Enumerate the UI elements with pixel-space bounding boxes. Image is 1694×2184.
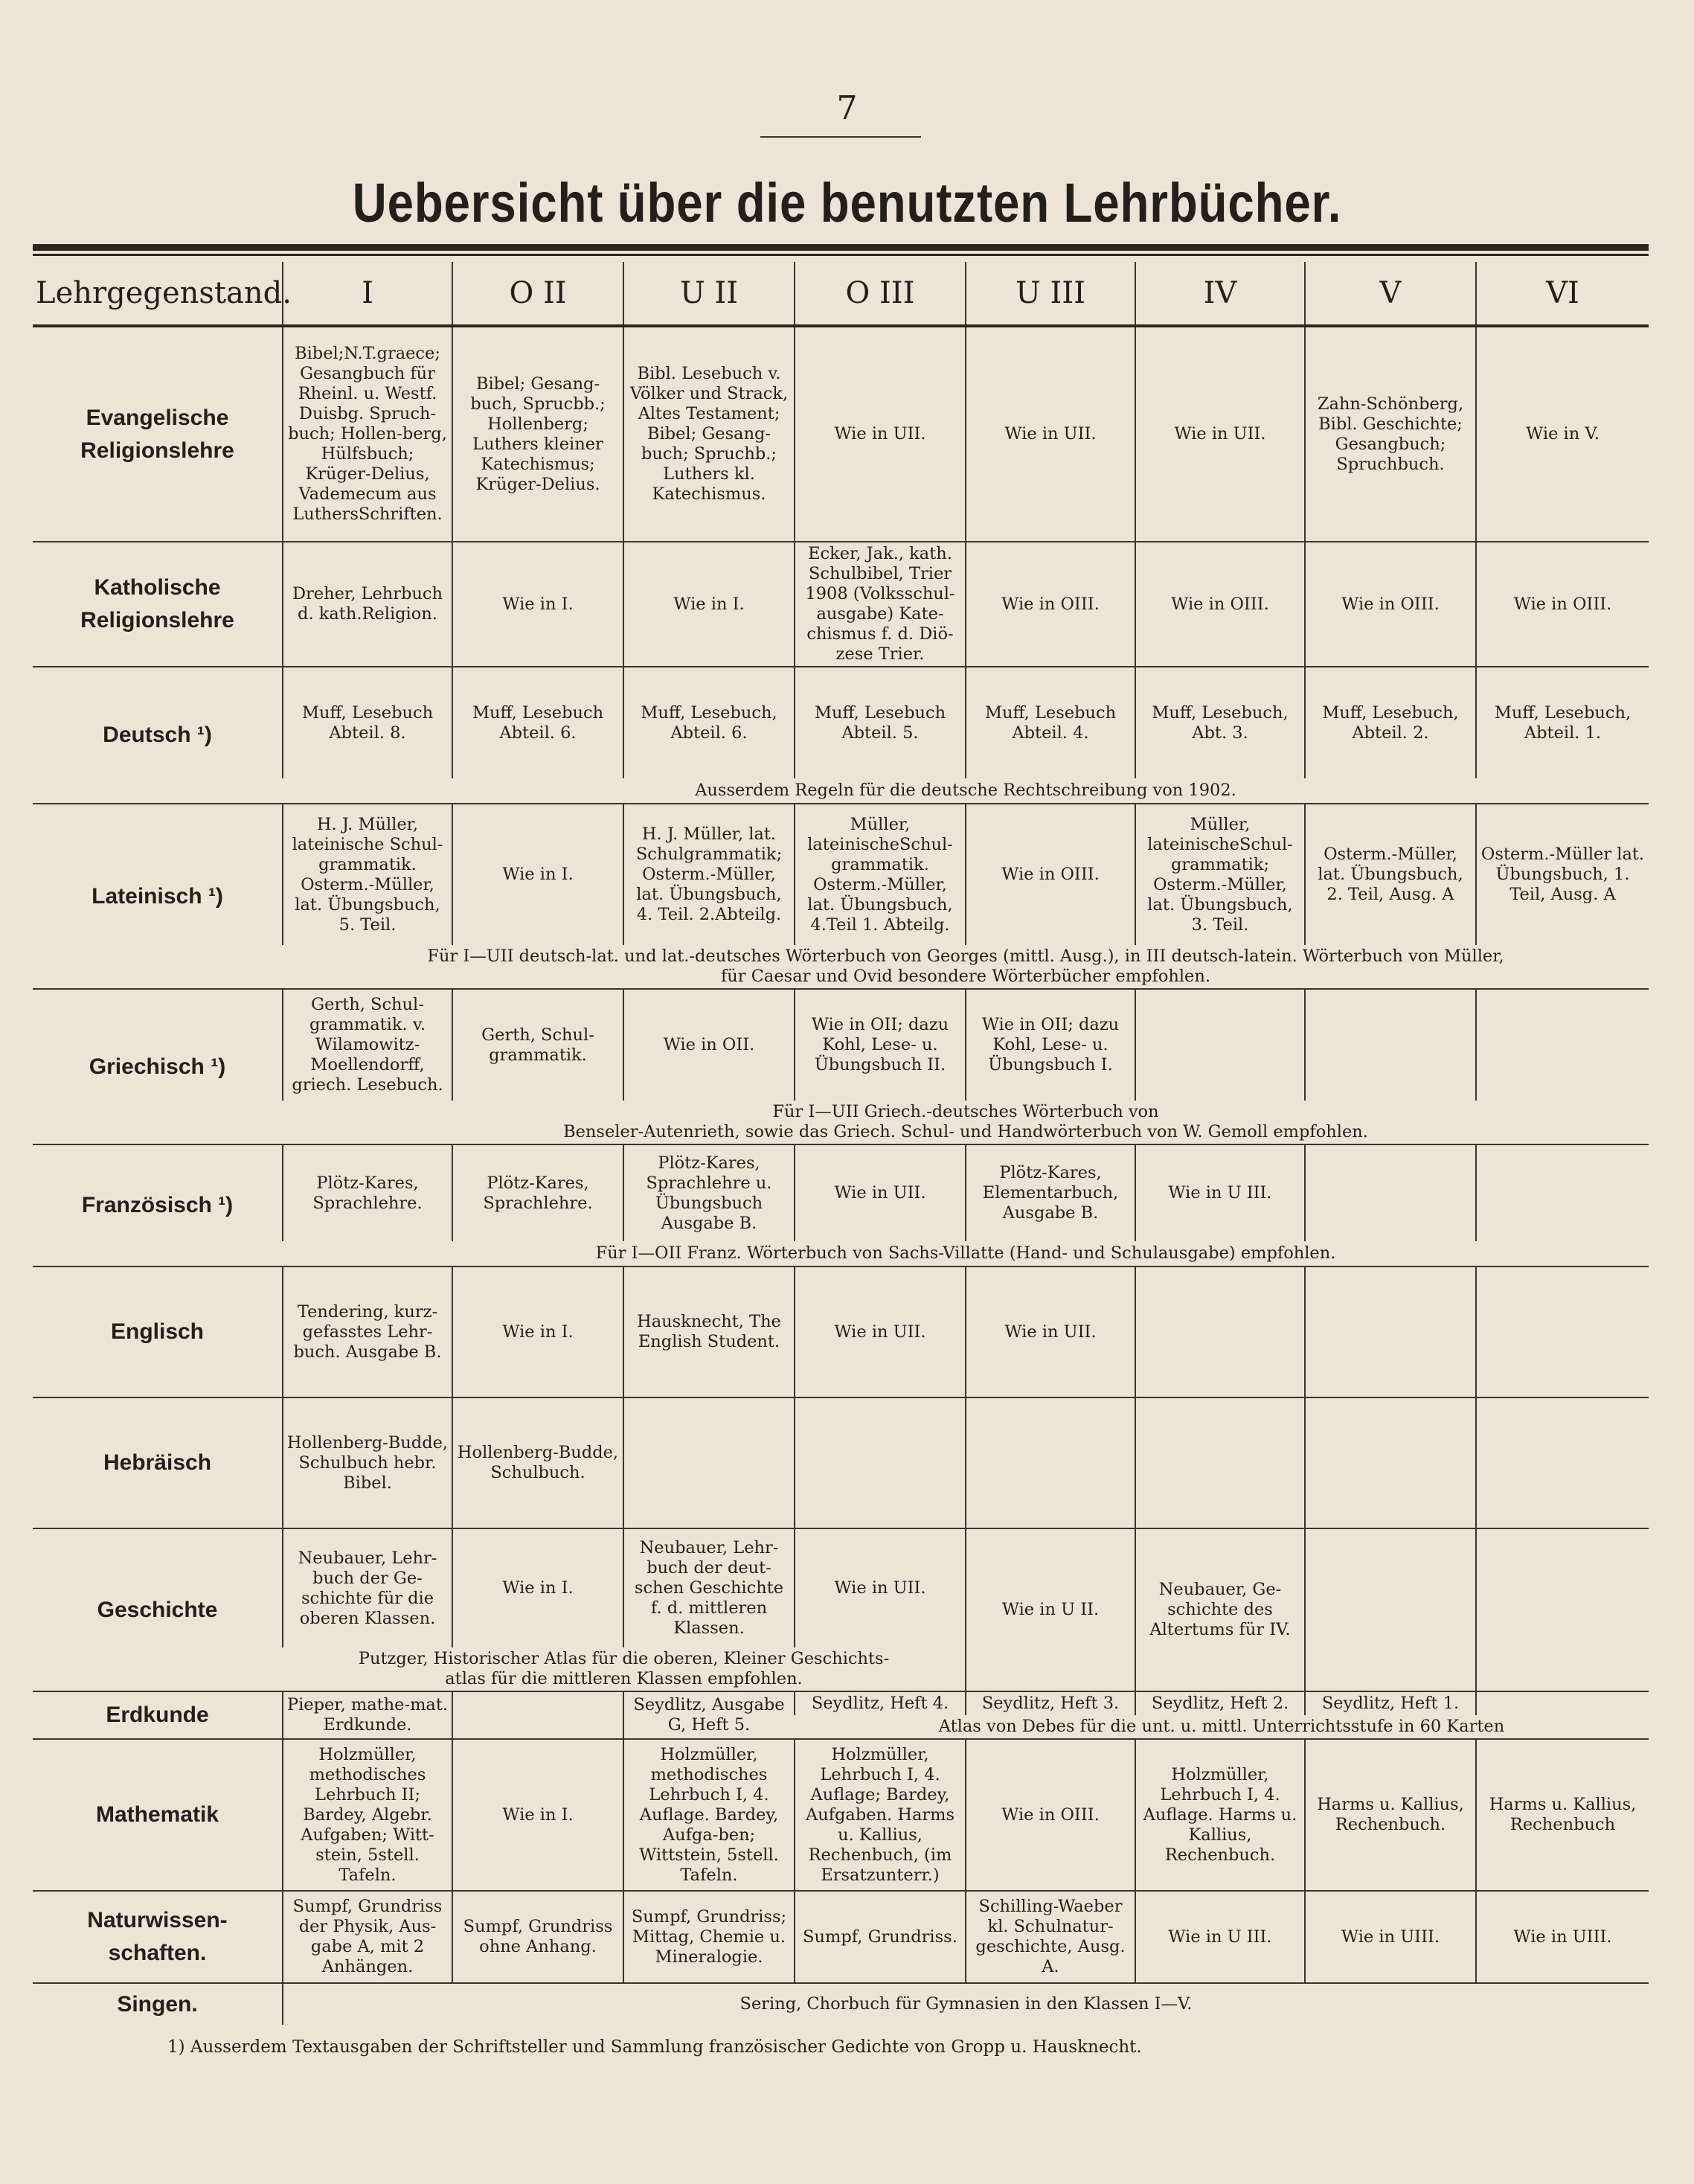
table-cell: H. J. Müller, lat. Schulgrammatik; Osterm.-Müller, lat. Übungsbuch, 4. Teil. 2.Abteilg. [623, 804, 795, 945]
table-cell: Pieper, mathe-mat. Erdkunde. [283, 1691, 452, 1739]
header-class-uiii: U III [966, 262, 1135, 326]
table-cell: Plötz-Kares, Sprachlehre. [452, 1144, 623, 1241]
table-cell [966, 1397, 1135, 1528]
table-cell: Wie in OIII. [966, 542, 1135, 667]
subject-cell: Hebräisch [33, 1397, 283, 1528]
row-note: Putzger, Historischer Atlas für die oberen, Kleiner Geschichts- atlas für die mittleren Klassen empfohlen. [358, 1649, 890, 1688]
table-cell [1135, 1397, 1305, 1528]
row-note: Ausserdem Regeln für die deutsche Rechtschreibung von 1902. [695, 781, 1236, 800]
table-cell: Osterm.-Müller, lat. Übungsbuch, 2. Teil, Ausg. A [1305, 804, 1476, 945]
table-cell: Bibl. Lesebuch v. Völker und Strack, Altes Testament; Bibel; Gesang-buch; Spruchb.; Luthers kl. Katechismus. [623, 326, 795, 542]
table-cell: Plötz-Kares, Sprachlehre u. Übungsbuch Ausgabe B. [623, 1144, 795, 1241]
table-cell: Muff, Lesebuch, Abteil. 1. [1476, 667, 1649, 778]
table-row [33, 1891, 1649, 1983]
table-cell: Hausknecht, The English Student. [623, 1266, 795, 1397]
table-cell: Neubauer, Ge-schichte des Altertums für IV. [1135, 1528, 1305, 1691]
table-cell: Sumpf, Grundriss ohne Anhang. [452, 1891, 623, 1983]
table-cell [1476, 1144, 1649, 1241]
table-cell: Wie in I. [452, 1528, 623, 1647]
subject-cell: Evangelische Religionslehre [80, 405, 234, 463]
table-cell: Gerth, Schul-grammatik. v. Wilamowitz-Moellendorff, griech. Lesebuch. [283, 989, 452, 1101]
table-cell: Wie in I. [623, 542, 795, 667]
table-cell: Muff, Lesebuch Abteil. 6. [452, 667, 623, 778]
table-row [33, 1528, 1649, 1647]
table-cell: Wie in I. [452, 1266, 623, 1397]
table-cell [1305, 1528, 1476, 1691]
table-cell: Neubauer, Lehr-buch der deut-schen Geschichte f. d. mittleren Klassen. [623, 1528, 795, 1647]
table-cell [1476, 1266, 1649, 1397]
table-cell: Holzmüller, methodisches Lehrbuch I, 4. Auflage. Bardey, Aufga-ben; Wittstein, 5stell. Tafeln. [623, 1739, 795, 1891]
header-class-v: V [1305, 262, 1476, 326]
table-cell: Osterm.-Müller lat. Übungsbuch, 1. Teil, Ausg. A [1476, 804, 1649, 945]
subject-cell: Lateinisch ¹) [33, 804, 283, 989]
header-class-oii: O II [452, 262, 623, 326]
table-cell: Muff, Lesebuch, Abteil. 6. [623, 667, 795, 778]
subject-cell: Geschichte [33, 1528, 283, 1691]
table-cell: Wie in UII. [795, 1144, 966, 1241]
table-cell: Wie in UII. [1135, 326, 1305, 542]
table-cell [1135, 1266, 1305, 1397]
table-row [33, 989, 1649, 1101]
table-cell: Wie in OIII. [966, 1739, 1135, 1891]
table-cell [1135, 989, 1305, 1101]
table-cell [1305, 1266, 1476, 1397]
row-note: Für I—UII Griech.-deutsches Wörterbuch von Benseler-Autenrieth, sowie das Griech. Schul- und Handwörterbuch von W. Gemoll empfohlen. [563, 1102, 1368, 1141]
table-cell: Wie in UIII. [1305, 1891, 1476, 1983]
table-cell: Harms u. Kallius, Rechenbuch. [1305, 1739, 1476, 1891]
thick-rule [33, 244, 1649, 251]
table-cell: Wie in OII; dazu Kohl, Lese- u. Übungsbuch I. [966, 989, 1135, 1101]
table-cell: Seydlitz, Heft 4. [795, 1691, 966, 1715]
table-cell: Gerth, Schul-grammatik. [452, 989, 623, 1101]
table-cell: Wie in U III. [1135, 1144, 1305, 1241]
table-cell: Wie in OIII. [1135, 542, 1305, 667]
table-cell [1305, 1397, 1476, 1528]
table-cell: Sumpf, Grundriss. [795, 1891, 966, 1983]
row-note: Für I—UII deutsch-lat. und lat.-deutsches Wörterbuch von Georges (mittl. Ausg.), in III deutsch-latein. Wörterbuch von Müller, für Caesar und Ovid besondere Wörterbücher empfohlen. [427, 947, 1504, 986]
table-cell: Wie in UIII. [1476, 1891, 1649, 1983]
table-row [33, 542, 1649, 667]
page-number-rule [760, 136, 921, 138]
table-cell: Wie in I. [452, 542, 623, 667]
table-cell: Wie in UII. [795, 326, 966, 542]
subject-cell: Singen. [33, 1983, 283, 2025]
subject-cell: Griechisch ¹) [33, 989, 283, 1144]
table-cell: Wie in UII. [795, 1528, 966, 1647]
table-cell: Plötz-Kares, Sprachlehre. [283, 1144, 452, 1241]
table-cell: Muff, Lesebuch Abteil. 4. [966, 667, 1135, 778]
table-cell: Muff, Lesebuch Abteil. 5. [795, 667, 966, 778]
table-cell: Holzmüller, Lehrbuch I, 4. Auflage. Harms u. Kallius, Rechenbuch. [1135, 1739, 1305, 1891]
table-cell: Muff, Lesebuch, Abteil. 2. [1305, 667, 1476, 778]
header-class-i: I [283, 262, 452, 326]
table-cell: Wie in OII; dazu Kohl, Lese- u. Übungsbuch II. [795, 989, 966, 1101]
table-cell: Wie in I. [452, 1739, 623, 1891]
table-cell: Dreher, Lehrbuch d. kath.Religion. [283, 542, 452, 667]
table-cell: Wie in UII. [966, 1266, 1135, 1397]
table-cell: Wie in I. [452, 804, 623, 945]
table-cell: Sumpf, Grundriss der Physik, Aus-gabe A, mit 2 Anhängen. [283, 1891, 452, 1983]
subject-cell: Englisch [33, 1266, 283, 1397]
subject-cell: Französisch ¹) [33, 1144, 283, 1266]
footnote: 1) Ausserdem Textausgaben der Schriftsteller und Sammlung französischer Gedichte von Gropp u. Hausknecht. [167, 2037, 1142, 2057]
table-cell: Seydlitz, Heft 1. [1305, 1691, 1476, 1715]
header-subject: Lehrgegenstand. [33, 262, 283, 326]
table-cell: Wie in OII. [623, 989, 795, 1101]
table-cell: Wie in OIII. [1305, 542, 1476, 667]
table-cell [1476, 1528, 1649, 1691]
header-class-vi: VI [1476, 262, 1649, 326]
header-class-iv: IV [1135, 262, 1305, 326]
table-cell: Tendering, kurz-gefasstes Lehr-buch. Ausgabe B. [283, 1266, 452, 1397]
table-row [33, 326, 1649, 542]
subject-cell: Mathematik [33, 1739, 283, 1891]
row-note: Sering, Chorbuch für Gymnasien in den Klassen I—V. [283, 1983, 1649, 2025]
table-cell: Wie in UII. [966, 326, 1135, 542]
table-row [33, 1397, 1649, 1528]
table-cell: Wie in V. [1476, 326, 1649, 542]
textbook-table [33, 262, 1649, 2025]
table-cell: Muff, Lesebuch, Abt. 3. [1135, 667, 1305, 778]
table-cell: Bibel;N.T.graece; Gesangbuch für Rheinl. u. Westf. Duisbg. Spruch-buch; Hollen-berg, Hülfsbuch; Krüger-Delius, Vademecum aus LuthersSchriften. [283, 326, 452, 542]
page-number: 7 [836, 89, 858, 127]
subject-cell: Deutsch ¹) [33, 667, 283, 804]
table-row [33, 1739, 1649, 1891]
table-cell: Müller, lateinischeSchul-grammatik. Osterm.-Müller, lat. Übungsbuch, 4.Teil 1. Abteilg. [795, 804, 966, 945]
table-cell [1305, 1144, 1476, 1241]
subject-cell: Erdkunde [33, 1691, 283, 1739]
header-row [33, 262, 1649, 326]
table-cell: Schilling-Waeber kl. Schulnatur-geschichte, Ausg. A. [966, 1891, 1135, 1983]
table-row [33, 804, 1649, 945]
table-cell [1476, 1397, 1649, 1528]
table-cell: Wie in OIII. [1476, 542, 1649, 667]
header-class-oiii: O III [795, 262, 966, 326]
table-cell: Wie in U II. [966, 1528, 1135, 1691]
table-row [33, 1144, 1649, 1241]
table-cell: Plötz-Kares, Elementarbuch, Ausgabe B. [966, 1144, 1135, 1241]
table-cell: Sumpf, Grundriss; Mittag, Chemie u. Mineralogie. [623, 1891, 795, 1983]
table-cell: Seydlitz, Heft 3. [966, 1691, 1135, 1715]
table-cell: Holzmüller, methodisches Lehrbuch II; Bardey, Algebr. Aufgaben; Witt-stein, 5stell. Tafeln. [283, 1739, 452, 1891]
subject-cell: Katholische Religionslehre [33, 542, 283, 667]
table-cell: Seydlitz, Heft 2. [1135, 1691, 1305, 1715]
table-cell: Harms u. Kallius, Rechenbuch [1476, 1739, 1649, 1891]
table-cell: H. J. Müller, lateinische Schul-grammatik. Osterm.-Müller, lat. Übungsbuch, 5. Teil. [283, 804, 452, 945]
table-cell [623, 1397, 795, 1528]
thin-rule [33, 254, 1649, 256]
table-row [33, 1691, 1649, 1715]
table-cell [452, 1691, 623, 1739]
table-cell: Seydlitz, Ausgabe G, Heft 5. [623, 1691, 795, 1739]
table-cell: Ecker, Jak., kath. Schulbibel, Trier 1908 (Volksschul-ausgabe) Kate-chismus f. d. Diö-zese Trier. [795, 542, 966, 667]
table-cell [1305, 989, 1476, 1101]
table-cell: Zahn-Schönberg, Bibl. Geschichte; Gesangbuch; Spruchbuch. [1305, 326, 1476, 542]
table-cell [1476, 989, 1649, 1101]
table-cell: Hollenberg-Budde, Schulbuch. [452, 1397, 623, 1528]
table-row [33, 1266, 1649, 1397]
page-title: Uebersicht über die benutzten Lehrbücher. [352, 172, 1342, 234]
table-row [33, 667, 1649, 778]
table-cell: Neubauer, Lehr-buch der Ge-schichte für die oberen Klassen. [283, 1528, 452, 1647]
table-cell: Wie in UII. [795, 1266, 966, 1397]
table-cell: Holzmüller, Lehrbuch I, 4. Auflage; Bardey, Aufgaben. Harms u. Kallius, Rechenbuch, (im Ersatzunterr.) [795, 1739, 966, 1891]
table-cell: Hollenberg-Budde, Schulbuch hebr. Bibel. [283, 1397, 452, 1528]
table-cell: Muff, Lesebuch Abteil. 8. [283, 667, 452, 778]
table-cell: Müller, lateinischeSchul-grammatik; Osterm.-Müller, lat. Übungsbuch, 3. Teil. [1135, 804, 1305, 945]
header-class-uii: U II [623, 262, 795, 326]
table-cell: Bibel; Gesang-buch, Sprucbb.; Hollenberg; Luthers kleiner Katechismus; Krüger-Delius. [452, 326, 623, 542]
row-note: Für I—OII Franz. Wörterbuch von Sachs-Villatte (Hand- und Schulausgabe) empfohlen. [595, 1243, 1336, 1263]
table-cell [1476, 1691, 1649, 1715]
table-cell [795, 1397, 966, 1528]
row-note: Atlas von Debes für die unt. u. mittl. Unterrichtsstufe in 60 Karten [938, 1717, 1505, 1736]
table-cell: Wie in U III. [1135, 1891, 1305, 1983]
table-row [33, 1983, 1649, 2025]
table-cell: Wie in OIII. [966, 804, 1135, 945]
subject-cell: Naturwissen- schaften. [33, 1891, 283, 1983]
